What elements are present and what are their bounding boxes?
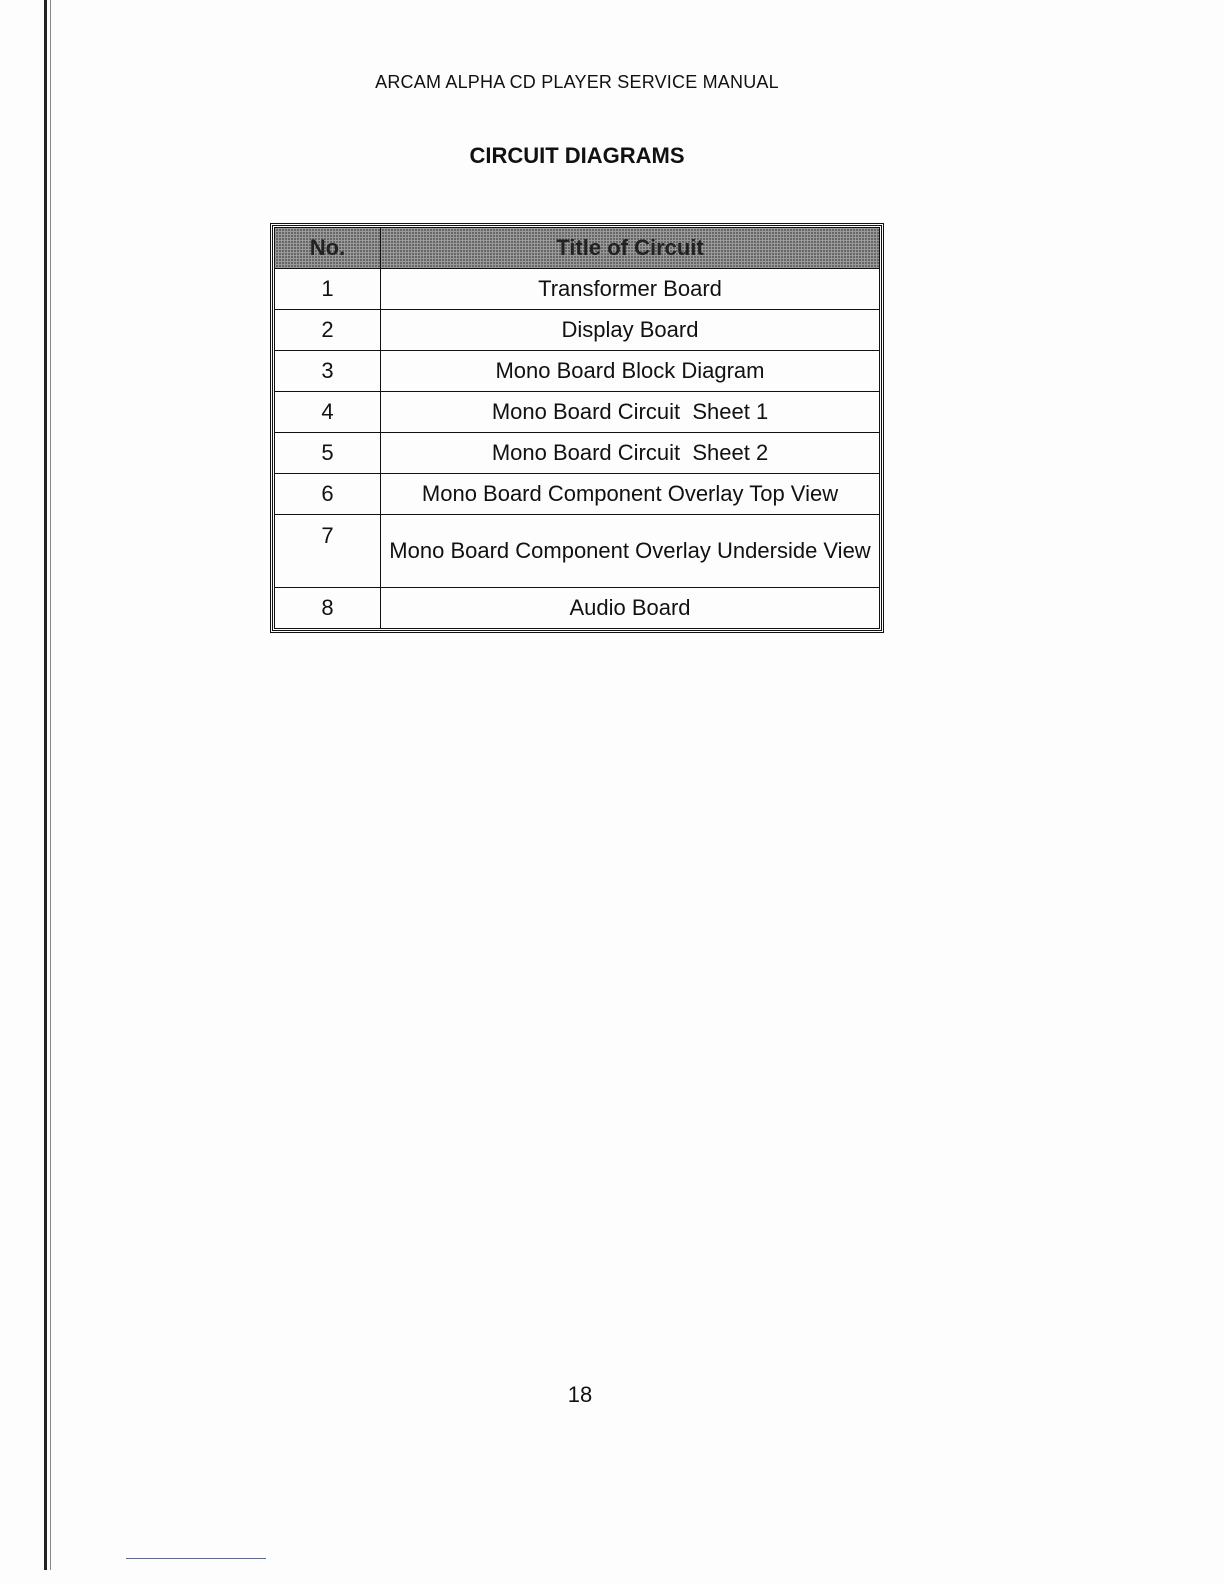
table-row [275, 474, 880, 515]
row-number: 7 [275, 515, 381, 588]
row-number: 8 [275, 588, 381, 629]
page-number: 18 [567, 1382, 593, 1407]
circuit-diagrams-table-frame [270, 223, 884, 633]
table-row [275, 433, 880, 474]
row-number: 3 [275, 351, 381, 392]
column-header-title: Title of Circuit [381, 228, 880, 269]
row-title: Audio Board [381, 588, 880, 629]
table-row [275, 515, 880, 588]
row-title: Mono Board Circuit Sheet 1 [381, 392, 880, 433]
scan-edge-line [44, 0, 47, 1570]
table-row [275, 269, 880, 310]
row-title: Mono Board Circuit Sheet 2 [381, 433, 880, 474]
row-number: 6 [275, 474, 381, 515]
table-row [275, 310, 880, 351]
table-header-row [275, 228, 880, 269]
scan-edge-line-secondary [50, 0, 51, 1570]
row-title: Display Board [381, 310, 880, 351]
row-number: 4 [275, 392, 381, 433]
row-title: Mono Board Component Overlay Underside View [381, 515, 880, 588]
column-header-no: No. [275, 228, 381, 269]
row-number: 5 [275, 433, 381, 474]
running-header: ARCAM ALPHA CD PLAYER SERVICE MANUAL [375, 72, 779, 92]
footer-rule [126, 1558, 266, 1559]
row-title: Mono Board Component Overlay Top View [381, 474, 880, 515]
row-number: 2 [275, 310, 381, 351]
table-row [275, 588, 880, 629]
section-title: CIRCUIT DIAGRAMS [469, 143, 685, 168]
table-row [275, 351, 880, 392]
row-title: Transformer Board [381, 269, 880, 310]
row-title: Mono Board Block Diagram [381, 351, 880, 392]
circuit-diagrams-table [274, 227, 880, 629]
row-number: 1 [275, 269, 381, 310]
table-row [275, 392, 880, 433]
